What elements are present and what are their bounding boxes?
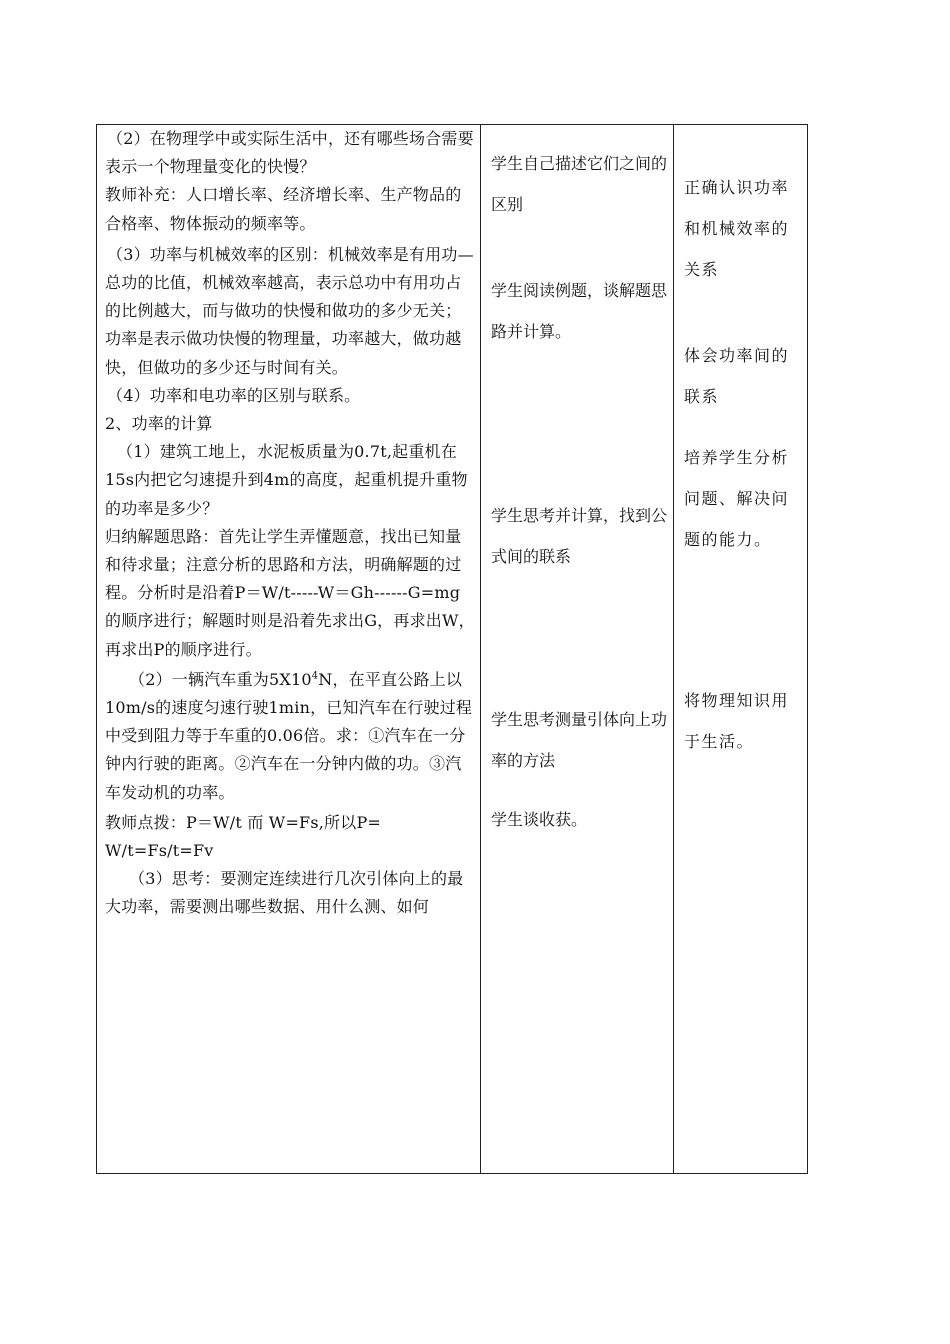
lesson-plan-table	[96, 124, 808, 1174]
paragraph: 归纳解题思路：首先让学生弄懂题意，找出已知量和待求量；注意分析的思路和方法，明确解题的过程。分析时是沿着P＝W/t-----W＝Gh------G=mg的顺序进行；解题时则是沿着先求出G，再求出W，再求出P的顺序进行。	[105, 526, 475, 659]
paragraph: （1）建筑工地上，水泥板质量为0.7t,起重机在15s内把它匀速提升到4m的高度，起重机提升重物的功率是多少？	[105, 442, 468, 518]
text-block: 学生自己描述它们之间的区别	[491, 154, 668, 214]
text-block: 培养学生分析问题、解决问题的能力。	[684, 448, 790, 549]
text-run: N，在平直公路上以10m/s的速度匀速行驶1min，已知汽车在行驶过程中受到阻力等于车重的0.06倍。求：①汽车在一分钟内行驶的距离。②汽车在一分钟内做的功。③汽车发动机的功率。	[105, 669, 473, 802]
text-block: 学生谈收获。	[491, 810, 588, 829]
paragraph: 教师补充：人口增长率、经济增长率、生产物品的合格率、物体振动的频率等。	[105, 185, 462, 233]
teaching-content-cell	[97, 125, 481, 1174]
text-block: 学生思考并计算，找到公式间的联系	[491, 506, 668, 566]
paragraph	[105, 666, 476, 807]
paragraph: （2）在物理学中或实际生活中，还有哪些场合需要表示一个物理量变化的快慢？	[105, 129, 474, 177]
paragraph: （4）功率和电功率的区别与联系。	[107, 385, 361, 405]
text-block: 正确认识功率和机械效率的关系	[684, 178, 790, 279]
paragraph: 教师点拨：P＝W/t 而 W=Fs,所以P= W/t=Fs/t=Fv	[105, 812, 382, 861]
text-block: 学生思考测量引体向上功率的方法	[491, 710, 668, 770]
student-activity-cell	[481, 125, 674, 1174]
paragraph: （3）功率与机械效率的区别：机械效率是有用功—总功的比值，机械效率越高，表示总功中有用功占的比例越大，而与做功的快慢和做功的多少无关；功率是表示做功快慢的物理量，功率越大，做功越快，但做功的多少还与时间有关。	[105, 244, 474, 377]
text-block: 将物理知识用于生活。	[684, 691, 790, 751]
section-heading: 2、功率的计算	[105, 414, 213, 434]
text-run: （2）一辆汽车重为5X10	[129, 669, 312, 689]
superscript: 4	[311, 670, 319, 682]
paragraph: （3）思考：要测定连续进行几次引体向上的最大功率，需要测出哪些数据、用什么测、如何	[105, 869, 464, 917]
text-block: 体会功率间的联系	[684, 346, 790, 406]
text-block: 学生阅读例题，谈解题思路并计算。	[491, 281, 668, 341]
table-row	[97, 125, 808, 1174]
design-intent-cell	[674, 125, 808, 1174]
